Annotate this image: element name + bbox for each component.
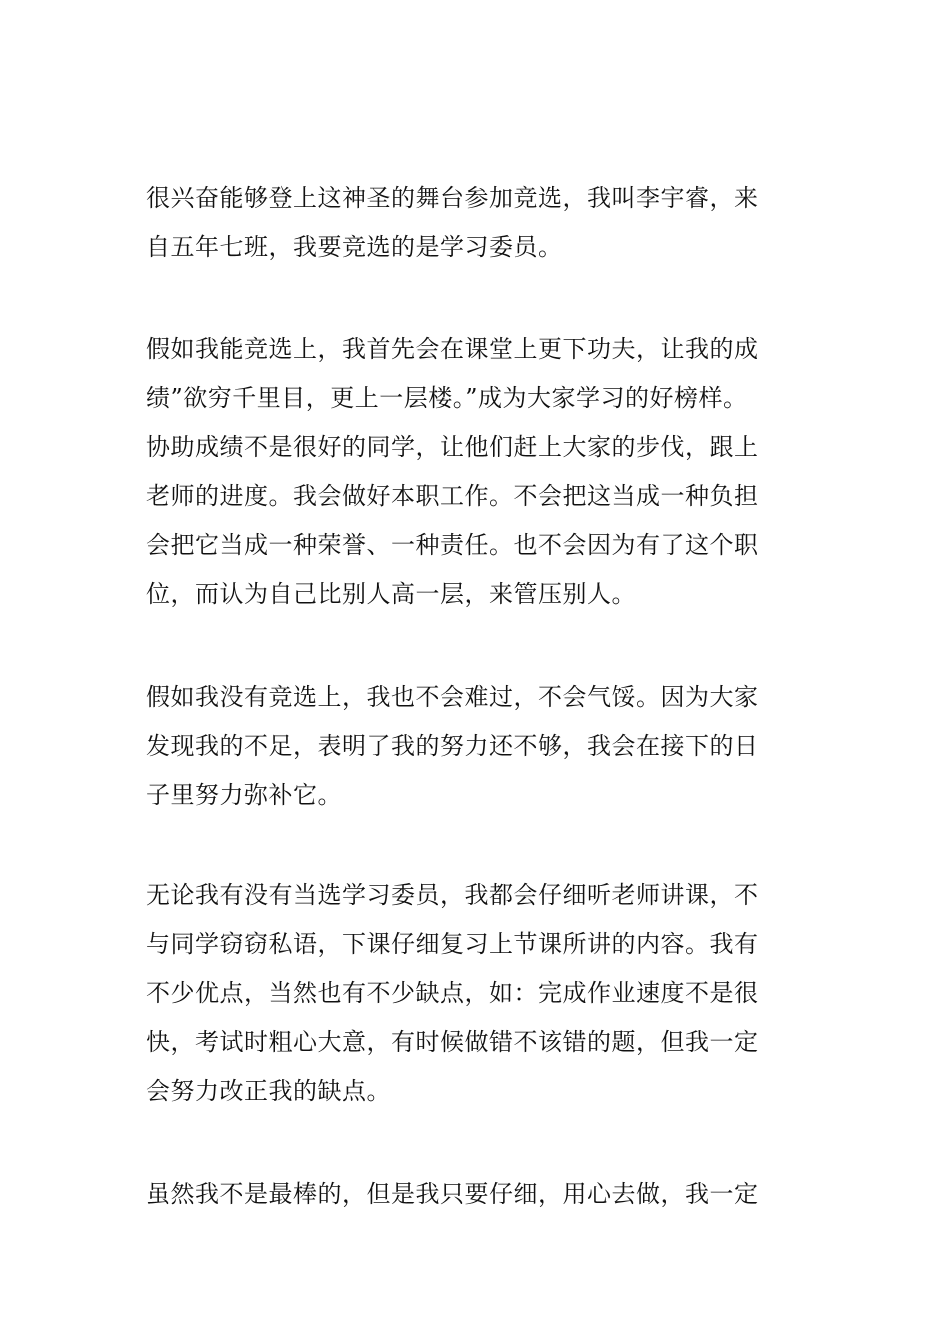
paragraph-line: 会努力改正我的缺点。 bbox=[146, 1077, 391, 1105]
paragraph-line: 快，考试时粗心大意，有时候做错不该错的题，但我一定 bbox=[146, 1028, 759, 1056]
paragraph-3 bbox=[146, 673, 814, 820]
paragraph-line: 绩”欲穷千里目，更上一层楼。”成为大家学习的好榜样。 bbox=[146, 384, 748, 412]
paragraph-line: 不少优点，当然也有不少缺点，如：完成作业速度不是很 bbox=[146, 979, 759, 1007]
paragraph-5 bbox=[146, 1170, 814, 1219]
paragraph-4 bbox=[146, 871, 814, 1116]
paragraph-line: 自五年七班，我要竞选的是学习委员。 bbox=[146, 233, 563, 261]
paragraph-line: 很兴奋能够登上这神圣的舞台参加竞选，我叫李宇睿，来 bbox=[146, 184, 759, 212]
paragraph-line: 发现我的不足，表明了我的努力还不够，我会在接下的日 bbox=[146, 732, 759, 760]
paragraph-line: 无论我有没有当选学习委员，我都会仔细听老师讲课，不 bbox=[146, 881, 759, 909]
paragraph-line: 假如我能竞选上，我首先会在课堂上更下功夫，让我的成 bbox=[146, 335, 759, 363]
paragraph-line: 位，而认为自己比别人高一层，来管压别人。 bbox=[146, 580, 636, 608]
paragraph-line: 老师的进度。我会做好本职工作。不会把这当成一种负担 bbox=[146, 482, 759, 510]
paragraph-line: 虽然我不是最棒的，但是我只要仔细，用心去做，我一定 bbox=[146, 1180, 759, 1208]
paragraph-line: 子里努力弥补它。 bbox=[146, 781, 342, 809]
paragraph-2 bbox=[146, 325, 814, 619]
paragraph-line: 协助成绩不是很好的同学，让他们赶上大家的步伐，跟上 bbox=[146, 433, 759, 461]
paragraph-1 bbox=[146, 174, 814, 272]
paragraph-line: 会把它当成一种荣誉、一种责任。也不会因为有了这个职 bbox=[146, 531, 759, 559]
paragraph-line: 假如我没有竞选上，我也不会难过，不会气馁。因为大家 bbox=[146, 683, 759, 711]
paragraph-line: 与同学窃窃私语，下课仔细复习上节课所讲的内容。我有 bbox=[146, 930, 759, 958]
